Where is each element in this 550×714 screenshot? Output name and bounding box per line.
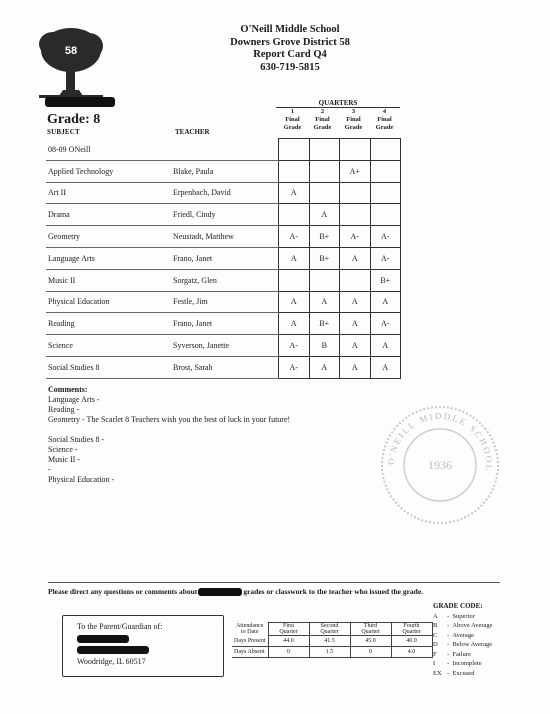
comment-line: Language Arts -	[48, 395, 100, 404]
grade-cell: A-	[279, 356, 310, 378]
logo-number: 58	[64, 45, 78, 57]
grade-cell: A	[309, 204, 340, 226]
seal-text: O'NEILL MIDDLE SCHOOL	[385, 410, 495, 473]
comment-line	[48, 425, 290, 435]
subject-cell: Physical Education	[46, 291, 171, 313]
comment-line: Reading -	[48, 405, 80, 414]
teacher-cell: Syverson, Janette	[171, 335, 279, 357]
subject-cell: Science	[46, 335, 171, 357]
attendance-cell: 40.0	[391, 636, 432, 647]
attendance-cell: 44.0	[268, 636, 309, 647]
grade-cell	[279, 204, 310, 226]
district-name: Downers Grove District 58	[230, 36, 350, 48]
subject-cell: Geometry	[46, 226, 171, 248]
grade-cell: A	[279, 291, 310, 313]
grade-cell	[340, 269, 371, 291]
school-seal	[378, 403, 502, 527]
grade-cell: A	[370, 291, 401, 313]
grade-cell: A	[279, 182, 310, 204]
teacher-cell: Frano, Janet	[171, 247, 279, 269]
teacher-cell: Blake, Paula	[171, 160, 279, 182]
grade-code-item: EX - Excused	[433, 669, 475, 677]
grade-cell: A	[370, 356, 401, 378]
attendance-cell: 45.0	[350, 636, 391, 647]
attendance-cell: 41.5	[309, 636, 350, 647]
table-row	[46, 247, 401, 269]
subject-cell: Social Studies 8	[46, 356, 171, 378]
grade-cell: A	[340, 291, 371, 313]
quarter-header: 2 Final Grade	[313, 108, 332, 131]
seal-year: 1936	[428, 458, 452, 472]
grade-cell: A	[309, 291, 340, 313]
attendance-header: First Quarter	[268, 623, 309, 636]
grade-cell: A	[309, 356, 340, 378]
subject-cell: Music II	[46, 269, 171, 291]
table-row	[46, 204, 401, 226]
school-phone: 630-719-5815	[260, 61, 320, 73]
to-parent-label: To the Parent/Guardian of:	[77, 622, 163, 631]
grade-code-item: C - Average	[433, 631, 474, 639]
subject-cell: Language Arts	[46, 247, 171, 269]
table-row	[232, 636, 432, 647]
subject-cell: Drama	[46, 204, 171, 226]
grade-cell	[370, 160, 401, 182]
grade-code-item: A - Superior	[433, 612, 475, 620]
teacher-cell: Erpenbach, David	[171, 182, 279, 204]
grade-code-item: B - Above Average	[433, 622, 493, 629]
days-absent-label: Days Absent	[232, 647, 268, 658]
grade-cell: A	[340, 313, 371, 335]
grade-cell: A	[340, 247, 371, 269]
grade-code-legend	[433, 602, 493, 678]
table-row	[232, 647, 432, 658]
report-header	[180, 24, 400, 74]
grade-cell: A-	[279, 335, 310, 357]
questions-note: Please direct any questions or comments about grades or classwork to the teacher who issued the grade.	[48, 587, 424, 596]
attendance-cell: 1.5	[309, 647, 350, 658]
subject-cell: Applied Technology	[46, 160, 171, 182]
grade-code-item: I - Incomplete	[433, 660, 482, 667]
parent-address-box	[62, 615, 224, 677]
subject-column-header: SUBJECT	[47, 128, 80, 136]
grade-cell: A-	[370, 247, 401, 269]
subject-cell: Reading	[46, 313, 171, 335]
comment-line: Social Studies 8 -	[48, 435, 105, 444]
comment-line: -	[48, 465, 51, 474]
grade-cell	[309, 182, 340, 204]
grade-code-item: F - Failure	[433, 650, 471, 658]
grade-cell: A+	[340, 160, 371, 182]
grade-cell: A-	[279, 226, 310, 248]
table-row	[46, 182, 401, 204]
table-row	[46, 291, 401, 313]
grade-cell: B	[309, 335, 340, 357]
grade-cell: B+	[309, 247, 340, 269]
table-row	[46, 160, 401, 182]
grade-cell: B+	[309, 313, 340, 335]
grade-cell: B+	[309, 226, 340, 248]
grade-level: Grade: 8	[47, 112, 101, 127]
teacher-cell: Festle, Jim	[171, 291, 279, 313]
comment-line: Physical Education -	[48, 475, 115, 484]
school-tree-logo	[35, 20, 107, 100]
attendance-cell: 0	[350, 647, 391, 658]
days-present-label: Days Present	[232, 636, 268, 647]
grade-cell	[340, 182, 371, 204]
quarter-header: 4 Final Grade	[375, 108, 394, 131]
grade-code-title: GRADE CODE:	[433, 602, 483, 610]
comment-line: Geometry - The Scarlet 8 Teachers wish you the best of luck in your future!	[48, 415, 291, 424]
comments-section	[48, 385, 290, 485]
grade-cell: A	[340, 356, 371, 378]
attendance-cell: 4.0	[391, 647, 432, 658]
redacted-address	[77, 646, 149, 654]
school-name: O'Neill Middle School	[240, 24, 340, 35]
table-row: Attendance to Date First Quarter Second Quarter Third Quarter Fourth Quarter	[232, 623, 432, 636]
grade-cell: A	[340, 335, 371, 357]
grade-cell	[370, 182, 401, 204]
attendance-header: Second Quarter	[309, 623, 350, 636]
grade-cell: A-	[370, 313, 401, 335]
teacher-cell: Neustadt, Matthew	[171, 226, 279, 248]
grade-cell	[279, 160, 310, 182]
table-row	[46, 226, 401, 248]
grade-cell	[309, 160, 340, 182]
attendance-table	[232, 622, 433, 658]
grade-cell	[340, 204, 371, 226]
subject-cell: Art II	[46, 182, 171, 204]
grade-cell: A-	[340, 226, 371, 248]
grades-table	[46, 138, 401, 379]
redacted-student-name	[45, 97, 115, 107]
grade-cell	[370, 204, 401, 226]
table-row	[46, 356, 401, 378]
grade-cell: B+	[370, 269, 401, 291]
attendance-cell: 0	[268, 647, 309, 658]
grade-cell: A	[279, 313, 310, 335]
attendance-header: Third Quarter	[350, 623, 391, 636]
grade-cell	[309, 269, 340, 291]
city-line: Woodridge, IL 60517	[77, 657, 146, 666]
quarter-header: 3 Final Grade	[344, 108, 363, 131]
grade-cell: A	[279, 247, 310, 269]
redacted-parent-name	[77, 635, 129, 643]
teacher-cell: Brost, Sarah	[171, 356, 279, 378]
school-year-line: 08-09 ONeill	[46, 139, 279, 161]
comment-line: Music II -	[48, 455, 80, 464]
quarters-label: QUARTERS	[318, 99, 358, 107]
quarter-header: 1 Final Grade	[283, 108, 302, 131]
grade-cell: A	[370, 335, 401, 357]
grade-cell	[279, 269, 310, 291]
grade-cell: A-	[370, 226, 401, 248]
grade-code-item: D - Below Average	[433, 641, 493, 648]
comment-line: Science -	[48, 445, 78, 454]
teacher-cell: Sorgatz, Glen	[171, 269, 279, 291]
teacher-cell: Friedl, Cindy	[171, 204, 279, 226]
attendance-header: Fourth Quarter	[391, 623, 432, 636]
teacher-cell: Frano, Janet	[171, 313, 279, 335]
table-row	[46, 313, 401, 335]
comments-header: Comments:	[48, 385, 88, 394]
table-row	[46, 335, 401, 357]
footer-divider	[48, 582, 500, 583]
report-card-title: Report Card Q4	[253, 49, 327, 60]
table-row	[46, 269, 401, 291]
teacher-column-header: TEACHER	[175, 128, 210, 136]
redacted-name	[198, 588, 242, 596]
table-row	[46, 139, 401, 161]
